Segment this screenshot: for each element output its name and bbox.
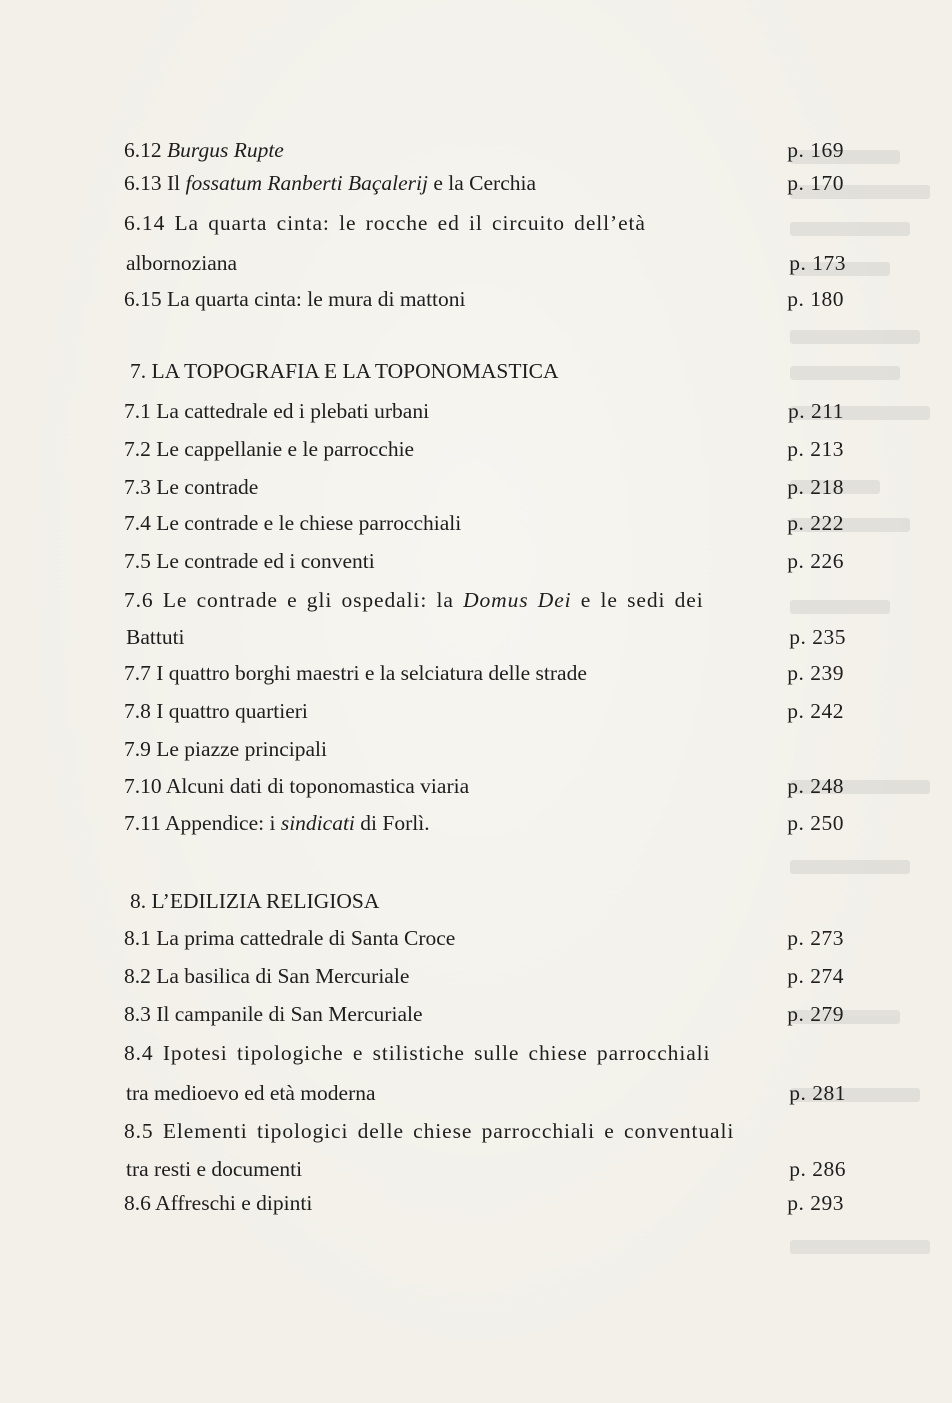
page-reference: p. 170 — [787, 171, 844, 195]
entry-number: 7.2 — [124, 437, 151, 461]
entry-number: 6.15 — [124, 287, 162, 311]
entry-title — [124, 587, 704, 613]
entry-number: 7.6 — [124, 588, 154, 612]
page-reference: p. 222 — [787, 511, 844, 535]
entry-title-text: Le contrade e le chiese parrocchiali — [150, 511, 462, 535]
entry-number: 7.11 — [124, 811, 161, 835]
page-reference: p. 226 — [787, 549, 844, 573]
entry-title-continuation: tra resti e documenti — [126, 1157, 303, 1181]
entry-number: 8.6 — [124, 1191, 151, 1215]
entry-title-text: La quarta cinta: le mura di mattoni — [161, 287, 466, 311]
entry-title-italic: Domus Dei — [463, 588, 572, 612]
entry-title-text: La cattedrale ed i plebati urbani — [150, 399, 430, 423]
page-reference: p. 286 — [789, 1157, 846, 1181]
entry-title — [124, 170, 536, 196]
entry-title-text: Ipotesi tipologiche e stilistiche sulle chiese parrocchiali — [153, 1041, 711, 1065]
entry-title-text: La basilica di San Mercuriale — [150, 964, 410, 988]
entry-title — [124, 698, 308, 724]
page-reference: p. 274 — [787, 964, 844, 988]
page-reference: p. 169 — [787, 138, 844, 162]
page-reference: p. 180 — [787, 287, 844, 311]
entry-title-text: Il campanile di San Mercuriale — [150, 1002, 423, 1026]
page-reference: p. 218 — [787, 475, 844, 499]
entry-number: 8.3 — [124, 1002, 151, 1026]
entry-title-text: Le cappellanie e le parrocchie — [150, 437, 415, 461]
page-reference: p. 173 — [789, 251, 846, 275]
entry-title — [124, 1001, 423, 1027]
entry-number: 7.8 — [124, 699, 151, 723]
entry-title — [124, 810, 430, 836]
entry-title — [124, 660, 587, 686]
page-reference: p. 279 — [787, 1002, 844, 1026]
entry-number: 7.3 — [124, 475, 151, 499]
entry-number: 7.1 — [124, 399, 151, 423]
chapter-heading: 8. L’EDILIZIA RELIGIOSA — [130, 889, 380, 913]
page-reference: p. 211 — [788, 399, 844, 423]
entry-number: 8.2 — [124, 964, 151, 988]
entry-title — [124, 1040, 710, 1066]
entry-title-text: e la Cerchia — [427, 171, 537, 195]
page-reference: p. 235 — [789, 625, 846, 649]
entry-title — [124, 925, 455, 951]
entry-title — [124, 773, 469, 799]
page-reference: p. 242 — [787, 699, 844, 723]
entry-title-text: e le sedi dei — [571, 588, 704, 612]
entry-number: 7.7 — [124, 661, 151, 685]
entry-title-text: La quarta cinta: le rocche ed il circuito dell’età — [165, 211, 646, 235]
page-reference: p. 293 — [787, 1191, 844, 1215]
entry-title — [124, 286, 466, 312]
entry-title-text: Alcuni dati di toponomastica viaria — [161, 774, 470, 798]
entry-title — [124, 474, 258, 500]
entry-title-italic: fossatum Ranberti Baçalerij — [185, 171, 428, 195]
entry-number: 7.10 — [124, 774, 162, 798]
entry-title-continuation: Battuti — [126, 625, 185, 649]
entry-number: 7.9 — [124, 737, 151, 761]
entry-title — [124, 436, 414, 462]
entry-title — [124, 736, 327, 762]
entry-number: 7.4 — [124, 511, 151, 535]
page-reference: p. 250 — [787, 811, 844, 835]
entry-title-text: I quattro quartieri — [150, 699, 308, 723]
entry-title-continuation: albornoziana — [126, 251, 238, 275]
entry-title-text: I quattro borghi maestri e la selciatura delle strade — [150, 661, 587, 685]
entry-title-text: Appendice: i — [160, 811, 281, 835]
entry-title-text: di Forlì. — [354, 811, 430, 835]
entry-title — [124, 210, 646, 236]
page-reference: p. 273 — [787, 926, 844, 950]
entry-number: 6.14 — [124, 211, 166, 235]
chapter-heading: 7. LA TOPOGRAFIA E LA TOPONOMASTICA — [130, 359, 559, 383]
entry-title — [124, 1118, 734, 1144]
entry-title-text: Le contrade ed i conventi — [150, 549, 375, 573]
entry-number: 8.5 — [124, 1119, 154, 1143]
page-reference: p. 281 — [789, 1081, 846, 1105]
page-reference: p. 213 — [787, 437, 844, 461]
entry-title-text: La prima cattedrale di Santa Croce — [150, 926, 456, 950]
entry-title — [124, 1190, 312, 1216]
entry-number: 8.1 — [124, 926, 151, 950]
entry-title — [124, 137, 284, 163]
entry-title — [124, 548, 375, 574]
entry-title — [124, 510, 461, 536]
entry-title-italic: sindicati — [280, 811, 355, 835]
entry-title-text: Il — [161, 171, 186, 195]
entry-title — [124, 398, 429, 424]
entry-title-text: Affreschi e dipinti — [150, 1191, 313, 1215]
entry-title-text: Le contrade — [150, 475, 259, 499]
entry-title-text: Le contrade e gli ospedali: la — [153, 588, 464, 612]
page-reference: p. 248 — [787, 774, 844, 798]
entry-number: 7.5 — [124, 549, 151, 573]
entry-title-text: Le piazze principali — [150, 737, 327, 761]
entry-title-continuation: tra medioevo ed età moderna — [126, 1081, 376, 1105]
entry-number: 8.4 — [124, 1041, 154, 1065]
entry-title — [124, 963, 409, 989]
entry-title-italic: Burgus Rupte — [167, 138, 284, 162]
page-reference: p. 239 — [787, 661, 844, 685]
entry-title-text: Elementi tipologici delle chiese parrocchiali e conventuali — [153, 1119, 735, 1143]
entry-number: 6.13 — [124, 171, 162, 195]
entry-number: 6.12 — [124, 138, 162, 162]
